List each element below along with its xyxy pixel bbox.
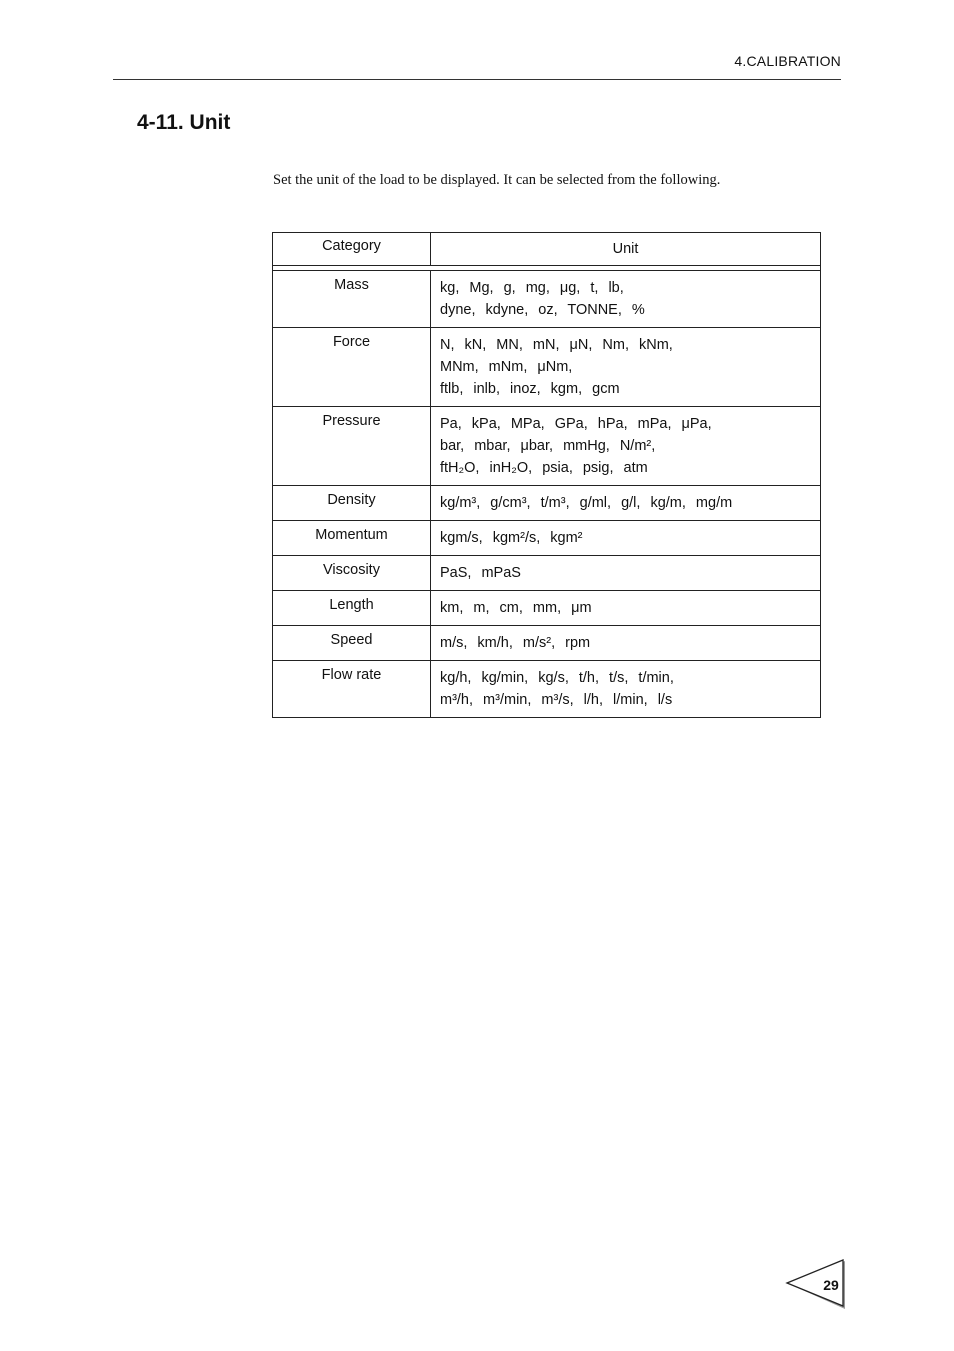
category-cell: Momentum	[273, 521, 431, 555]
units-line: MNm, mNm, μNm,	[440, 359, 573, 375]
units-cell	[431, 407, 820, 485]
units-cell	[431, 661, 820, 717]
table-row	[273, 660, 820, 717]
category-cell: Density	[273, 486, 431, 520]
units-line: dyne, kdyne, oz, TONNE, %	[440, 302, 645, 318]
running-header: 4.CALIBRATION	[734, 53, 841, 69]
units-cell	[431, 626, 820, 660]
units-line: kgm/s, kgm²/s, kgm²	[440, 530, 583, 546]
category-cell: Length	[273, 591, 431, 625]
units-line: PaS, mPaS	[440, 565, 521, 581]
table-row	[273, 270, 820, 327]
units-cell	[431, 486, 820, 520]
units-line: N, kN, MN, mN, μN, Nm, kNm,	[440, 337, 673, 353]
category-cell: Viscosity	[273, 556, 431, 590]
units-line: Pa, kPa, MPa, GPa, hPa, mPa, μPa,	[440, 416, 712, 432]
units-cell	[431, 521, 820, 555]
category-cell: Mass	[273, 271, 431, 327]
column-header-category: Category	[273, 233, 431, 265]
category-cell: Speed	[273, 626, 431, 660]
header-divider	[113, 79, 841, 80]
column-header-unit: Unit	[612, 241, 639, 257]
table-row	[273, 485, 820, 520]
units-line: kg/h, kg/min, kg/s, t/h, t/s, t/min,	[440, 670, 674, 686]
table-row	[273, 406, 820, 485]
units-cell	[431, 591, 820, 625]
page-number: 29	[823, 1277, 839, 1293]
category-cell: Flow rate	[273, 661, 431, 717]
units-line: m³/h, m³/min, m³/s, l/h, l/min, l/s	[440, 692, 673, 708]
table-row	[273, 625, 820, 660]
units-cell	[431, 556, 820, 590]
units-line: ftlb, inlb, inoz, kgm, gcm	[440, 381, 620, 397]
units-line: ftH₂O, inH₂O, psia, psig, atm	[440, 460, 648, 476]
units-cell	[431, 271, 820, 327]
intro-paragraph: Set the unit of the load to be displayed. It can be selected from the following.	[273, 172, 721, 188]
table-header-row	[273, 233, 820, 266]
category-cell: Force	[273, 328, 431, 406]
units-line: km, m, cm, mm, μm	[440, 600, 592, 616]
table-row	[273, 555, 820, 590]
table-row	[273, 520, 820, 555]
units-line: kg, Mg, g, mg, μg, t, lb,	[440, 280, 624, 296]
units-line: kg/m³, g/cm³, t/m³, g/ml, g/l, kg/m, mg/m	[440, 495, 733, 511]
units-line: bar, mbar, μbar, mmHg, N/m²,	[440, 438, 656, 454]
category-cell: Pressure	[273, 407, 431, 485]
units-line: m/s, km/h, m/s², rpm	[440, 635, 591, 651]
table-row	[273, 590, 820, 625]
section-title: 4-11. Unit	[137, 111, 231, 134]
unit-table	[272, 232, 821, 718]
units-cell	[431, 328, 820, 406]
table-row	[273, 327, 820, 406]
